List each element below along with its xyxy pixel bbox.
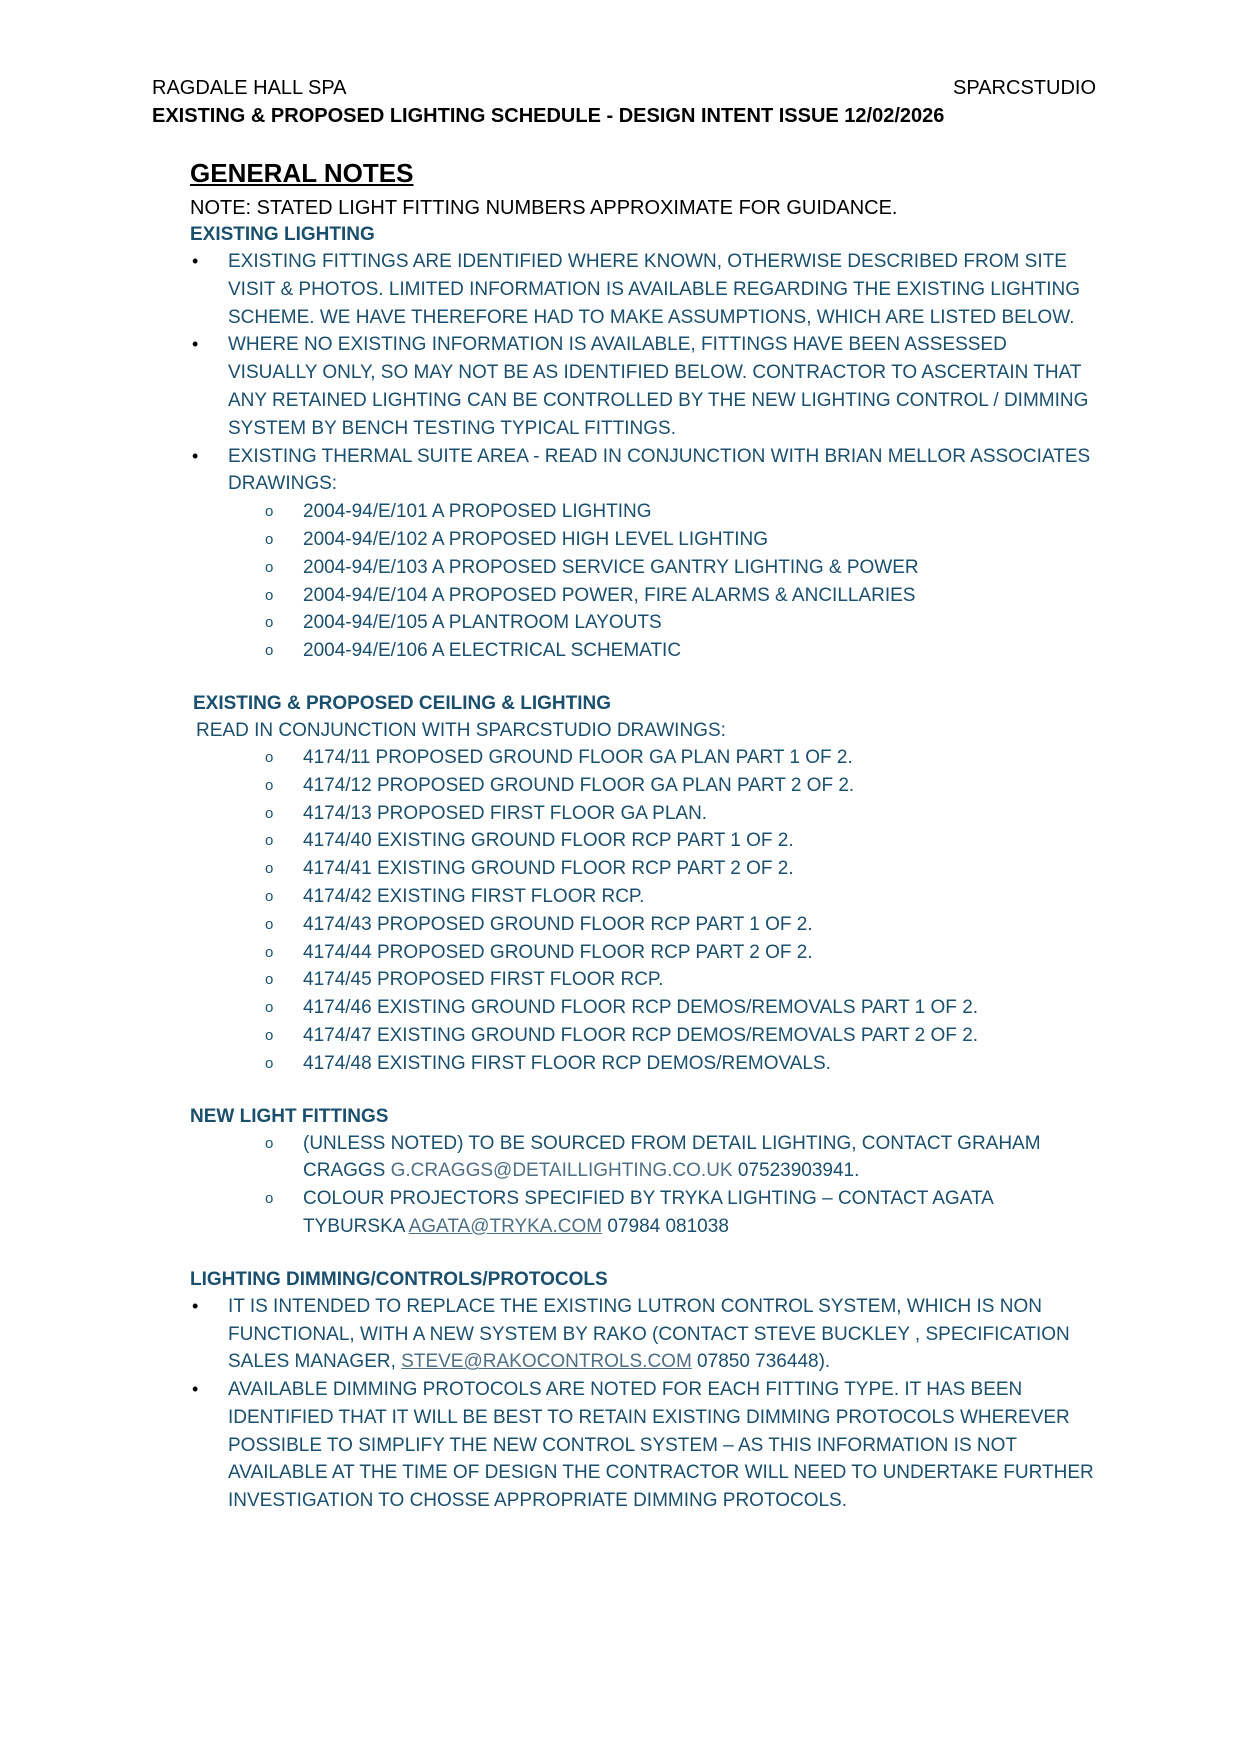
list-item: • EXISTING FITTINGS ARE IDENTIFIED WHERE KNOWN, OTHERWISE DESCRIBED FROM SITE VISIT & PHOTOS. LIMITED INFORMATION IS AVAILABLE REGARDING THE EXISTING LIGHTING SCHEME. WE HAVE THEREFORE HAD TO MAKE ASSUMPTIONS, WHICH ARE LISTED BELOW. xyxy=(190,248,1096,331)
list-item xyxy=(265,1130,1096,1186)
ceiling-lighting-lead: READ IN CONJUNCTION WITH SPARCSTUDIO DRAWINGS: xyxy=(196,719,726,741)
drawing-item: o 4174/43 PROPOSED GROUND FLOOR RCP PART 1 OF 2. xyxy=(265,911,1096,939)
tryka-phone: 07984 081038 xyxy=(602,1215,729,1237)
drawing-item: o 2004-94/E/106 A ELECTRICAL SCHEMATIC xyxy=(265,637,1096,665)
detail-lighting-text: (UNLESS NOTED) TO BE SOURCED FROM DETAIL LIGHTING, CONTACT GRAHAM CRAGGS xyxy=(303,1132,1041,1182)
drawing-item: o 4174/48 EXISTING FIRST FLOOR RCP DEMOS/REMOVALS. xyxy=(265,1050,1096,1078)
drawing-item: o 4174/40 EXISTING GROUND FLOOR RCP PART 1 OF 2. xyxy=(265,827,1096,855)
drawing-item: o 4174/12 PROPOSED GROUND FLOOR GA PLAN PART 2 OF 2. xyxy=(265,772,1096,800)
drawing-item: o 2004-94/E/103 A PROPOSED SERVICE GANTRY LIGHTING & POWER xyxy=(265,554,1096,582)
new-fittings-list xyxy=(190,1130,1096,1241)
notes-content xyxy=(190,158,1096,1515)
list-item xyxy=(190,1293,1096,1376)
drawing-item: o 4174/42 EXISTING FIRST FLOOR RCP. xyxy=(265,883,1096,911)
tryka-email-link[interactable]: AGATA@TRYKA.COM xyxy=(408,1215,603,1237)
fitting-numbers-note: NOTE: STATED LIGHT FITTING NUMBERS APPROXIMATE FOR GUIDANCE. xyxy=(190,197,898,219)
drawing-item: o 4174/47 EXISTING GROUND FLOOR RCP DEMOS/REMOVALS PART 2 OF 2. xyxy=(265,1022,1096,1050)
list-item xyxy=(265,1185,1096,1241)
list-item: • WHERE NO EXISTING INFORMATION IS AVAILABLE, FITTINGS HAVE BEEN ASSESSED VISUALLY ONLY, SO MAY NOT BE AS IDENTIFIED BELOW. CONTRACTOR TO ASCERTAIN THAT ANY RETAINED LIGHTING CAN BE CONTROLLED BY THE NEW LIGHTING CONTROL / DIMMING SYSTEM BY BENCH TESTING TYPICAL FITTINGS. xyxy=(190,331,1096,442)
drawing-item: o 4174/41 EXISTING GROUND FLOOR RCP PART 2 OF 2. xyxy=(265,855,1096,883)
drawing-item: o 2004-94/E/102 A PROPOSED HIGH LEVEL LIGHTING xyxy=(265,526,1096,554)
general-notes-title: GENERAL NOTES xyxy=(190,158,414,188)
client-name: RAGDALE HALL SPA xyxy=(152,77,347,99)
rako-phone: 07850 736448). xyxy=(691,1351,831,1373)
tryka-text: COLOUR PROJECTORS SPECIFIED BY TRYKA LIGHTING – CONTACT AGATA TYBURSKA xyxy=(303,1188,993,1237)
thermal-suite-drawings xyxy=(190,498,1096,665)
ceiling-lighting-heading: EXISTING & PROPOSED CEILING & LIGHTING xyxy=(193,692,612,714)
rako-email-link[interactable]: STEVE@RAKOCONTROLS.COM xyxy=(401,1351,692,1373)
document-title: EXISTING & PROPOSED LIGHTING SCHEDULE - DESIGN INTENT ISSUE 12/02/2026 xyxy=(152,105,945,127)
detail-lighting-email: G.CRAGGS@DETAILLIGHTING.CO.UK xyxy=(390,1160,733,1182)
drawing-item: o 2004-94/E/105 A PLANTROOM LAYOUTS xyxy=(265,609,1096,637)
new-fittings-heading: NEW LIGHT FITTINGS xyxy=(190,1105,389,1127)
company-name: SPARCSTUDIO xyxy=(953,77,1096,99)
drawing-item: o 4174/11 PROPOSED GROUND FLOOR GA PLAN PART 1 OF 2. xyxy=(265,744,1096,772)
existing-lighting-heading: EXISTING LIGHTING xyxy=(190,224,375,245)
controls-heading: LIGHTING DIMMING/CONTROLS/PROTOCOLS xyxy=(190,1268,608,1290)
drawing-item: o 4174/45 PROPOSED FIRST FLOOR RCP. xyxy=(265,966,1096,994)
rako-text: IT IS INTENDED TO REPLACE THE EXISTING LUTRON CONTROL SYSTEM, WHICH IS NON FUNCTIONAL, WITH A NEW SYSTEM BY RAKO (CONTACT STEVE BUCKLEY , SPECIFICATION SALES MANAGER, xyxy=(228,1295,1070,1373)
existing-lighting-list xyxy=(190,248,1096,498)
drawing-item: o 2004-94/E/101 A PROPOSED LIGHTING xyxy=(265,498,1096,526)
drawing-item: o 2004-94/E/104 A PROPOSED POWER, FIRE ALARMS & ANCILLARIES xyxy=(265,582,1096,610)
drawing-item: o 4174/44 PROPOSED GROUND FLOOR RCP PART 2 OF 2. xyxy=(265,939,1096,967)
list-item: • AVAILABLE DIMMING PROTOCOLS ARE NOTED FOR EACH FITTING TYPE. IT HAS BEEN IDENTIFIED THAT IT WILL BE BEST TO RETAIN EXISTING DIMMING PROTOCOLS WHEREVER POSSIBLE TO SIMPLIFY THE NEW CONTROL SYSTEM – AS THIS INFORMATION IS NOT AVAILABLE AT THE TIME OF DESIGN THE CONTRACTOR WILL NEED TO UNDERTAKE FURTHER INVESTIGATION TO CHOSSE APPROPRIATE DIMMING PROTOCOLS. xyxy=(190,1376,1096,1515)
drawing-item: o 4174/13 PROPOSED FIRST FLOOR GA PLAN. xyxy=(265,800,1096,828)
page-header xyxy=(152,76,1096,100)
controls-list xyxy=(190,1293,1096,1515)
list-item: • EXISTING THERMAL SUITE AREA - READ IN CONJUNCTION WITH BRIAN MELLOR ASSOCIATES DRAWINGS: xyxy=(190,443,1096,499)
detail-lighting-phone: 07523903941. xyxy=(732,1160,860,1182)
sparcstudio-drawings xyxy=(190,744,1096,1078)
drawing-item: o 4174/46 EXISTING GROUND FLOOR RCP DEMOS/REMOVALS PART 1 OF 2. xyxy=(265,994,1096,1022)
